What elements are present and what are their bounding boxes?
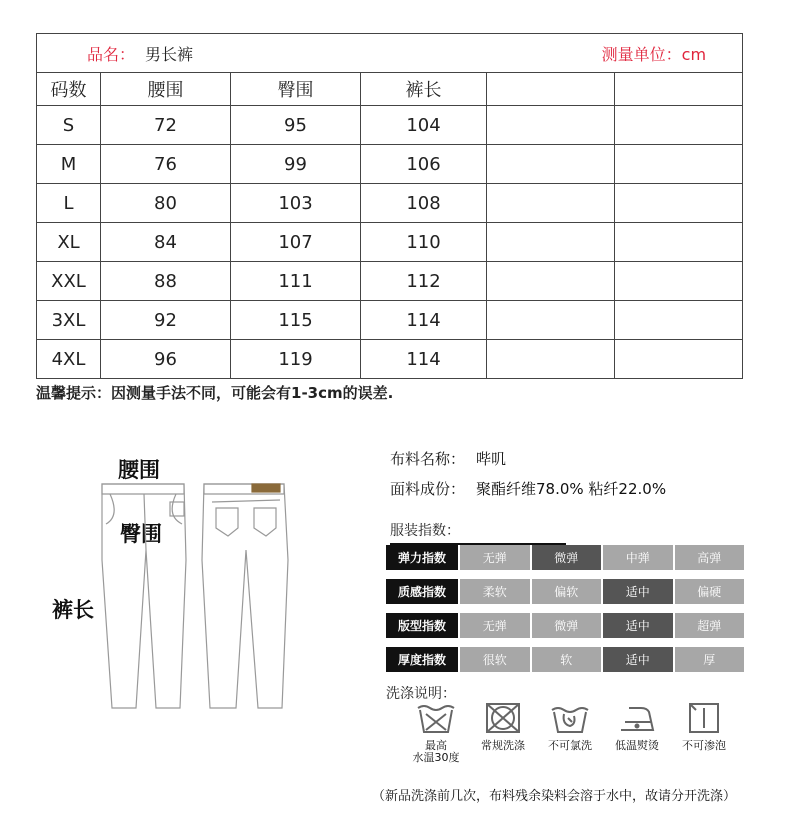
waist-cell: 80 [101, 184, 231, 223]
empty-cell [615, 262, 743, 301]
wash-item [668, 700, 740, 752]
hip-cell: 99 [231, 145, 361, 184]
index-row [386, 545, 744, 570]
table-row [37, 145, 743, 184]
index-cell: 中弹 [603, 545, 673, 570]
length-cell: 110 [361, 223, 487, 262]
index-row [386, 613, 744, 638]
empty-cell [487, 262, 615, 301]
wash-item [601, 700, 673, 752]
index-cell: 微弹 [532, 613, 602, 638]
index-cell: 软 [532, 647, 602, 672]
table-header-row [37, 73, 743, 106]
index-cell: 微弹 [532, 545, 602, 570]
wash-item [400, 700, 472, 764]
size-cell: M [37, 145, 101, 184]
index-label: 版型指数 [386, 613, 458, 638]
waist-label: 腰围 [118, 458, 160, 482]
index-row [386, 647, 744, 672]
size-cell: XL [37, 223, 101, 262]
wash-caption: 低温熨烫 [615, 739, 659, 752]
index-cell: 很软 [460, 647, 530, 672]
index-cell: 厚 [675, 647, 745, 672]
hip-cell: 111 [231, 262, 361, 301]
empty-cell [487, 301, 615, 340]
measure-unit: 测量单位：cm [601, 44, 707, 64]
hip-cell: 115 [231, 301, 361, 340]
col-header-waist: 腰围 [101, 73, 231, 106]
length-label: 裤长 [52, 598, 94, 622]
hip-cell: 107 [231, 223, 361, 262]
size-cell: 4XL [37, 340, 101, 379]
pants-drawing [52, 440, 342, 750]
index-cell: 无弹 [460, 545, 530, 570]
hip-cell: 95 [231, 106, 361, 145]
table-row [37, 262, 743, 301]
empty-cell [487, 340, 615, 379]
waist-cell: 84 [101, 223, 231, 262]
no-soak-icon [684, 700, 724, 736]
index-cell: 适中 [603, 579, 673, 604]
index-cell: 高弹 [675, 545, 745, 570]
wash-note: （新品洗涤前几次，布料残余染料会溶于水中，故请分开洗涤） [372, 789, 737, 804]
fabric-name: 哔叽 [476, 450, 507, 468]
hip-label: 臀围 [120, 522, 162, 546]
size-cell: 3XL [37, 301, 101, 340]
fabric-name-row [390, 448, 506, 469]
product-name: 男长裤 [145, 44, 194, 64]
hip-cell: 119 [231, 340, 361, 379]
index-label: 弹力指数 [386, 545, 458, 570]
index-cell: 超弹 [675, 613, 745, 638]
table-row [37, 301, 743, 340]
clothing-index-title: 服装指数： [390, 520, 566, 545]
product-header [37, 34, 743, 73]
index-cell: 无弹 [460, 613, 530, 638]
empty-cell [615, 184, 743, 223]
wash-caption: 不可渗泡 [682, 739, 726, 752]
fabric-name-label: 布料名称： [390, 450, 466, 468]
wash-caption: 常规洗涤 [481, 739, 525, 752]
empty-cell [615, 106, 743, 145]
table-row [37, 223, 743, 262]
wash-caption: 最高 水温30度 [412, 739, 460, 764]
index-cell: 偏软 [532, 579, 602, 604]
empty-cell [615, 301, 743, 340]
waist-cell: 92 [101, 301, 231, 340]
empty-cell [487, 145, 615, 184]
length-cell: 114 [361, 340, 487, 379]
length-cell: 112 [361, 262, 487, 301]
normal-wash-icon [483, 700, 523, 736]
size-cell: XXL [37, 262, 101, 301]
col-header-length: 裤长 [361, 73, 487, 106]
length-cell: 104 [361, 106, 487, 145]
empty-cell [487, 106, 615, 145]
no-chlorine-wash-icon [550, 700, 590, 736]
col-header-hip: 臀围 [231, 73, 361, 106]
index-label: 质感指数 [386, 579, 458, 604]
wash-item [534, 700, 606, 752]
index-cell: 柔软 [460, 579, 530, 604]
length-cell: 114 [361, 301, 487, 340]
empty-cell [615, 223, 743, 262]
table-row [37, 340, 743, 379]
size-table [36, 33, 743, 379]
fabric-composition-label: 面料成份： [390, 480, 466, 498]
index-row [386, 579, 744, 604]
fabric-composition-row [390, 478, 666, 499]
empty-cell [487, 184, 615, 223]
measurement-tip: 温馨提示：因测量手法不同，可能会有1-3cm的误差. [36, 384, 394, 402]
size-cell: L [37, 184, 101, 223]
waist-cell: 72 [101, 106, 231, 145]
col-header-empty [615, 73, 743, 106]
index-cell: 适中 [603, 613, 673, 638]
empty-cell [615, 145, 743, 184]
product-name-label: 品名： [87, 44, 136, 64]
empty-cell [487, 223, 615, 262]
wash-item [467, 700, 539, 752]
index-label: 厚度指数 [386, 647, 458, 672]
wash-title: 洗涤说明： [386, 686, 456, 702]
table-row [37, 184, 743, 223]
max-water-temp-30-icon [416, 700, 456, 736]
waist-cell: 76 [101, 145, 231, 184]
length-cell: 108 [361, 184, 487, 223]
table-row [37, 106, 743, 145]
fabric-composition: 聚酯纤维78.0% 粘纤22.0% [476, 480, 667, 498]
size-cell: S [37, 106, 101, 145]
wash-caption: 不可氯洗 [548, 739, 592, 752]
hip-cell: 103 [231, 184, 361, 223]
waist-cell: 88 [101, 262, 231, 301]
waist-cell: 96 [101, 340, 231, 379]
empty-cell [615, 340, 743, 379]
col-header-empty [487, 73, 615, 106]
index-cell: 偏硬 [675, 579, 745, 604]
index-cell: 适中 [603, 647, 673, 672]
length-cell: 106 [361, 145, 487, 184]
low-temp-iron-icon [617, 700, 657, 736]
col-header-size: 码数 [37, 73, 101, 106]
